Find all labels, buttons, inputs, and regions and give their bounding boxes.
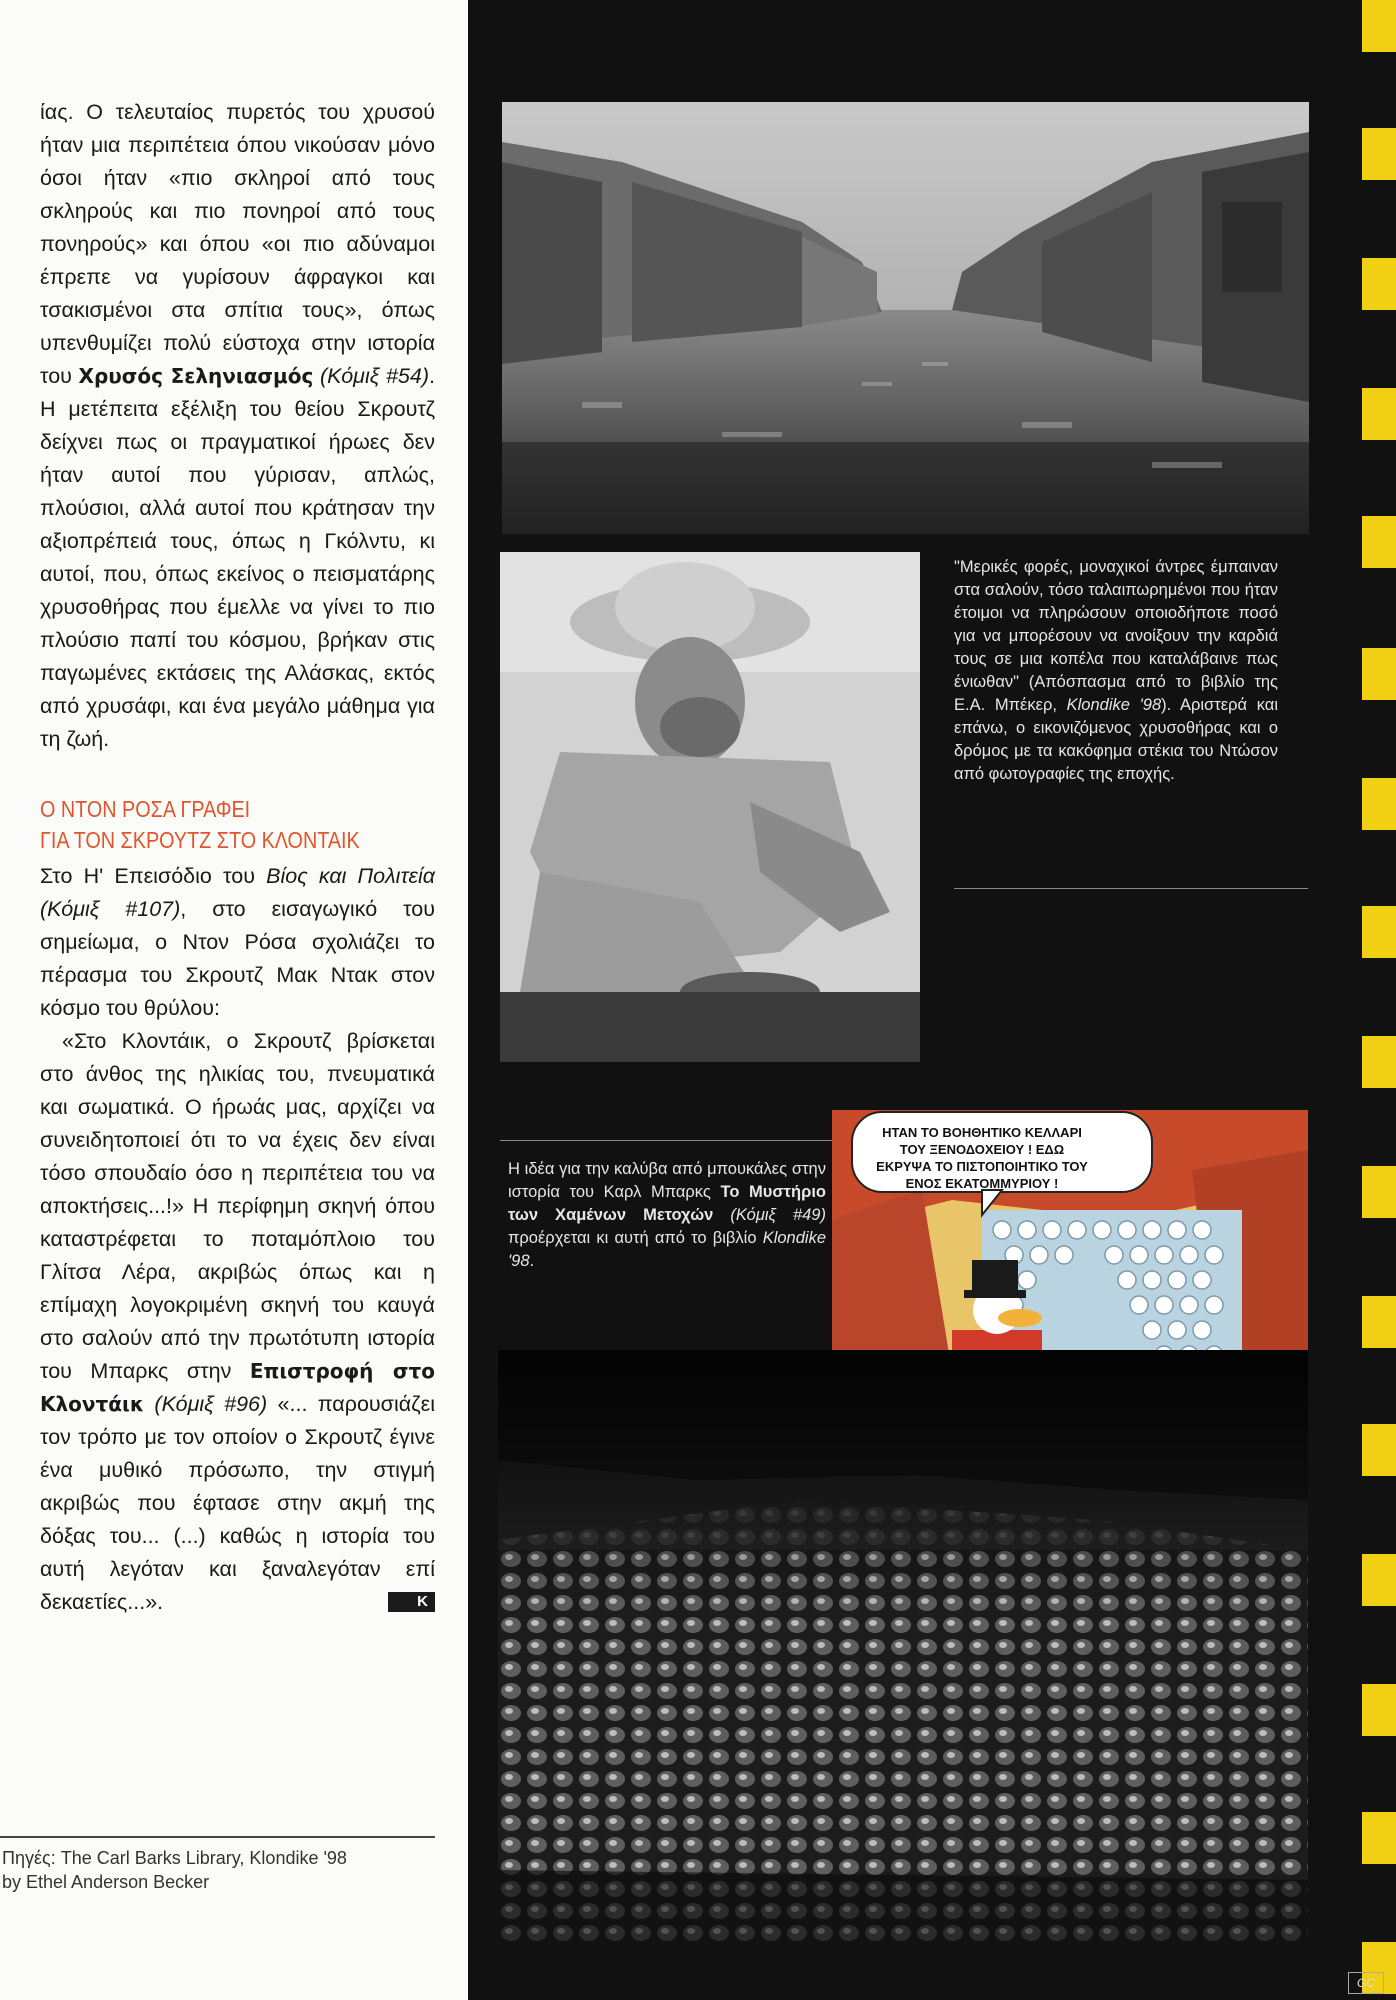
paragraph-3: «Στο Κλοντάικ, ο Σκρουτζ βρίσκεται στο άνθος της ηλικίας του, πνευματικά και σωματικά. Ο ήρωάς μας, αρχίζει να συνειδητοποιεί ότι το να έχεις δεν είναι τόσο σπουδαίο όσο η περιπέτεια του να αποκτήσεις...!» Η περίφημη σκηνή όπου καταστρέφεται το ποταμόπλοιο του Γλίτσα Λέρα, ακριβώς όπως και η επίμαχη λογοκριμένη σκηνή του καυγά στο σαλούν από την πρωτότυπη ιστορία του Μπαρκς στην Επιστροφή στο Κλοντάικ (Κόμιξ #96) «... παρουσιάζει τον τρόπο με τον οποίον ο Σκρουτζ έγινε ένα μυθικό πρόσωπο, την στιγμή ακριβώς που έφτασε στην ακμή της δόξας του... (...) καθώς η ιστορία του αυτή λεγόταν και ξαναλεγόταν επί δεκαετίες...». K <box>40 1029 435 1614</box>
caption-rule-2 <box>500 1140 844 1141</box>
text-column <box>0 0 468 2000</box>
bottle-house-photo <box>498 1350 1308 1942</box>
end-mark: K <box>388 1592 435 1612</box>
photo-panel <box>468 0 1396 2000</box>
sources-divider <box>0 1836 435 1838</box>
street-illustration <box>502 102 1309 534</box>
story-title-return-to-klondike: Επιστροφή στο Κλοντάικ <box>40 1359 435 1416</box>
paragraph-2: Στο Η' Επεισόδιο του Βίος και Πολιτεία (Κόμιξ #107), στο εισαγωγικό του σημείωμα, ο Ντον Ρόσα σχολιάζει το πέρασμα του Σκρουτζ Μακ Ντακ στον κόσμο του θρύλου: <box>40 864 435 1020</box>
bottle-house-caption: Η ιδέα για την καλύβα από μπουκάλες στην ιστορία του Καρλ Μπαρκς Το Μυστήριο των Χαμένων Μετοχών (Κόμιξ #49) προέρχεται κι αυτή από το βιβλίο Klondike '98. <box>508 1160 826 1270</box>
watermark: GC <box>1348 1972 1384 1994</box>
paragraph-1: ίας. Ο τελευταίος πυρετός του χρυσού ήταν μια περιπέτεια όπου νικούσαν μόνο όσοι ήταν «πιο σκληροί από τους σκληρούς και πιο πονηροί από τους πονηρούς» και όπου «οι πιο αδύναμοι έπρεπε να γυρίσουν άφραγκοι και τσακισμένοι στα σπίτια τους», όπως υπενθυμίζει πολύ εύστοχα στην ιστορία του Χρυσός Σεληνιασμός (Κόμιξ #54). Η μετέπειτα εξέλιξη του θείου Σκρουτζ δείχνει πως οι πραγματικοί ήρωες δεν ήταν αυτοί που γύρισαν, απλώς, πλούσιοι, αλλά αυτοί που κράτησαν την αξιοπρέπειά τους, όπως η Γκόλντυ, κι αυτοί, που, όπως εκείνος ο πεισματάρης χρυσοθήρας που έμελλε να γίνει το πιο πλούσιο παπί του κόσμου, βρήκαν στις παγωμένες εκτάσεις της Αλάσκας, εκτός από χρυσάφι, και ένα μεγάλο μάθημα για τη ζωή. <box>40 100 435 751</box>
section-heading: Ο ΝΤΟΝ ΡΟΣΑ ΓΡΑΦΕΙ ΓΙΑ ΤΟΝ ΣΚΡΟΥΤΖ ΣΤΟ ΚΛΟΝΤΑΙΚ <box>40 796 360 853</box>
dawson-street-photo <box>502 102 1309 534</box>
story-title-golden-fleece: Χρυσός Σεληνιασμός <box>78 364 314 388</box>
article-body <box>40 96 435 1619</box>
prospector-illustration <box>500 552 920 1062</box>
film-strip <box>1362 0 1396 2000</box>
prospector-caption: "Μερικές φορές, μοναχικοί άντρες έμπαιναν στα σαλούν, τόσο ταλαιπωρημένοι που ήταν έτοιμοι να πληρώσουν οποιοδήποτε ποσό για να μπορέσουν να ανοίξουν την καρδιά τους σε μια κοπέλα που καταλάβαινε πως ένιωθαν" (Απόσπασμα από το βιβλίο της Ε.Α. Μπέκερ, Klondike '98). Αριστερά και επάνω, ο εικονιζόμενος χρυσοθήρας και ο δρόμος με τα κακόφημα στέκια του Ντώσον από φωτογραφίες της εποχής. <box>954 558 1278 783</box>
caption-rule-1 <box>954 888 1308 889</box>
bottle-wall-illustration <box>498 1350 1308 1942</box>
speech-bubble: ΗΤΑΝ ΤΟ ΒΟΗΘΗΤΙΚΟ ΚΕΛΛΑΡΙ ΤΟΥ ΞΕΝΟΔΟΧΕΙΟΥ ! ΕΔΩ ΕΚΡΥΨΑ ΤΟ ΠΙΣΤΟΠΟΙΗΤΙΚΟ ΤΟΥ ΕΝΟΣ ΕΚΑΤΟΜΜΥΡΙΟΥ ! <box>876 1125 1088 1191</box>
sources-note: Πηγές: The Carl Barks Library, Klondike '98 by Ethel Anderson Becker <box>2 1848 347 1892</box>
prospector-photo <box>500 552 920 1062</box>
